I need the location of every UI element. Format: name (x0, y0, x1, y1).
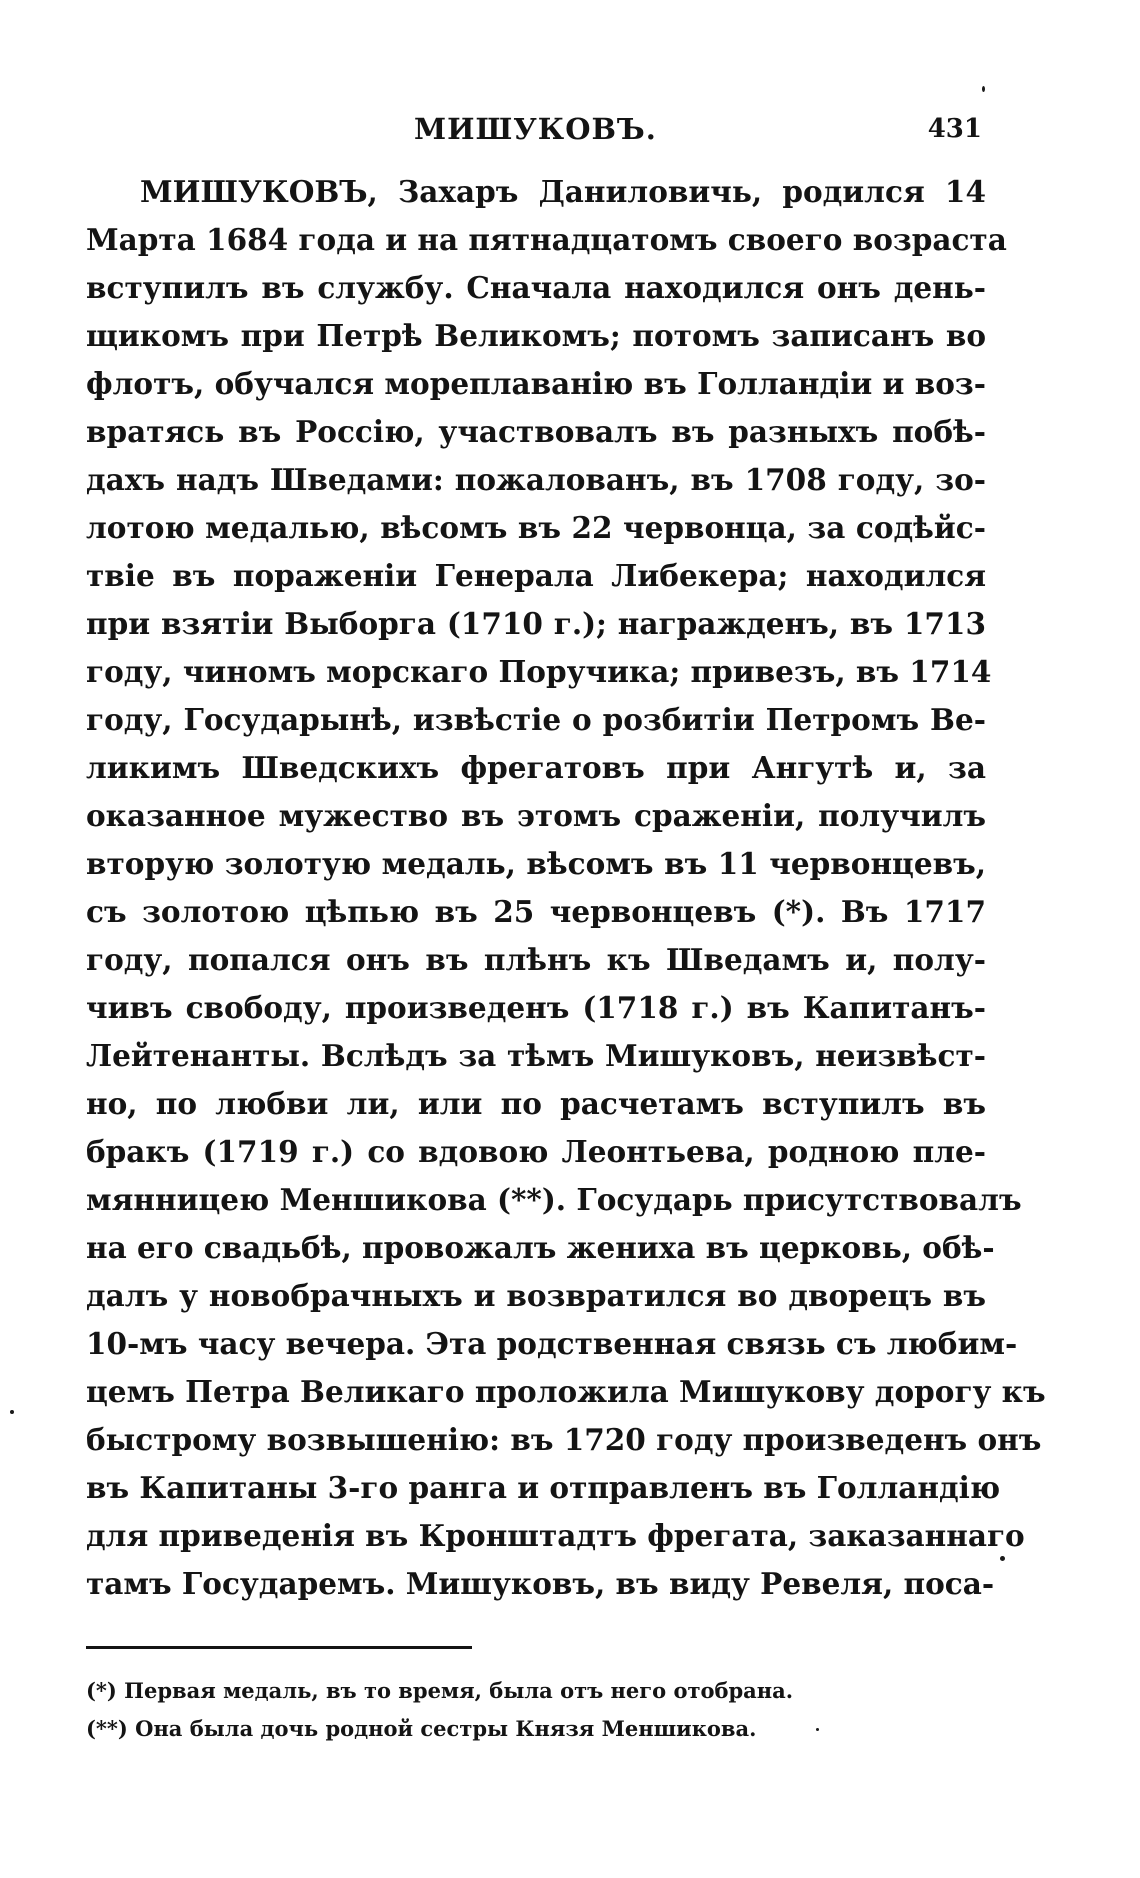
text-line: на его свадьбѣ, провожалъ жениха въ церковь, обѣ- (86, 1230, 995, 1265)
text-line: флотъ, обучался мореплаванію въ Голландіи и воз- (86, 366, 986, 401)
text-line: МИШУКОВЪ, Захаръ Даниловичь, родился 14 (140, 174, 986, 209)
article-body (86, 168, 1046, 1608)
scan-speck (10, 1410, 14, 1414)
text-line: при взятіи Выборга (1710 г.); награжденъ, въ 1713 (86, 606, 986, 641)
text-line: съ золотою цѣпью въ 25 червонцевъ (*). Въ 1717 (86, 894, 986, 929)
footnote-divider (86, 1646, 472, 1649)
scan-speck (1000, 1556, 1005, 1561)
text-line: вступилъ въ службу. Сначала находился онъ день- (86, 270, 986, 305)
text-line: бракъ (1719 г.) со вдовою Леонтьева, родною пле- (86, 1134, 986, 1169)
text-line: лотою медалью, вѣсомъ въ 22 червонца, за содѣйс- (86, 510, 986, 545)
text-line: быстрому возвышенію: въ 1720 году произведенъ онъ (86, 1422, 1042, 1457)
footnotes (86, 1672, 986, 1748)
text-line: Лейтенанты. Вслѣдъ за тѣмъ Мишуковъ, неизвѣст- (86, 1038, 986, 1073)
text-line: вторую золотую медаль, вѣсомъ въ 11 червонцевъ, (86, 846, 986, 881)
footnote: (**) Она была дочь родной сестры Князя Меншикова. (86, 1716, 757, 1741)
page-number: 431 (927, 114, 982, 144)
scan-speck (982, 86, 985, 92)
scan-speck (816, 1728, 819, 1731)
text-line: ликимъ Шведскихъ фрегатовъ при Ангутѣ и, за (86, 750, 986, 785)
text-line: далъ у новобрачныхъ и возвратился во дворецъ въ (86, 1278, 986, 1313)
text-line: для приведенія въ Кронштадтъ фрегата, заказаннаго (86, 1518, 1025, 1553)
text-line: году, попался онъ въ плѣнъ къ Шведамъ и, полу- (86, 942, 986, 977)
text-line: дахъ надъ Шведами: пожалованъ, въ 1708 году, зо- (86, 462, 986, 497)
running-head (86, 112, 986, 152)
text-line: цемъ Петра Великаго проложила Мишукову дорогу къ (86, 1374, 1046, 1409)
text-line: чивъ свободу, произведенъ (1718 г.) въ Капитанъ- (86, 990, 986, 1025)
text-line: мянницею Меншикова (**). Государь присутствовалъ (86, 1182, 1022, 1217)
text-line: оказанное мужество въ этомъ сраженіи, получилъ (86, 798, 986, 833)
text-line: щикомъ при Петрѣ Великомъ; потомъ записанъ во (86, 318, 986, 353)
running-title: МИШУКОВЪ. (414, 112, 657, 146)
text-line: но, по любви ли, или по расчетамъ вступилъ въ (86, 1086, 986, 1121)
footnote: (*) Первая медаль, въ то время, была отъ него отобрана. (86, 1678, 794, 1703)
text-line: 10-мъ часу вечера. Эта родственная связь съ любим- (86, 1326, 1018, 1361)
text-line: году, Государынѣ, извѣстіе о розбитіи Петромъ Ве- (86, 702, 986, 737)
text-line: въ Капитаны 3-го ранга и отправленъ въ Голландію (86, 1470, 1001, 1505)
text-line: вратясь въ Россію, участвовалъ въ разныхъ побѣ- (86, 414, 986, 449)
text-line: году, чиномъ морскаго Поручика; привезъ, въ 1714 (86, 654, 992, 689)
text-line: тамъ Государемъ. Мишуковъ, въ виду Ревеля, поса- (86, 1566, 995, 1601)
text-line: Марта 1684 года и на пятнадцатомъ своего возраста (86, 222, 1007, 257)
text-line: твіе въ пораженіи Генерала Либекера; находился (86, 558, 986, 593)
